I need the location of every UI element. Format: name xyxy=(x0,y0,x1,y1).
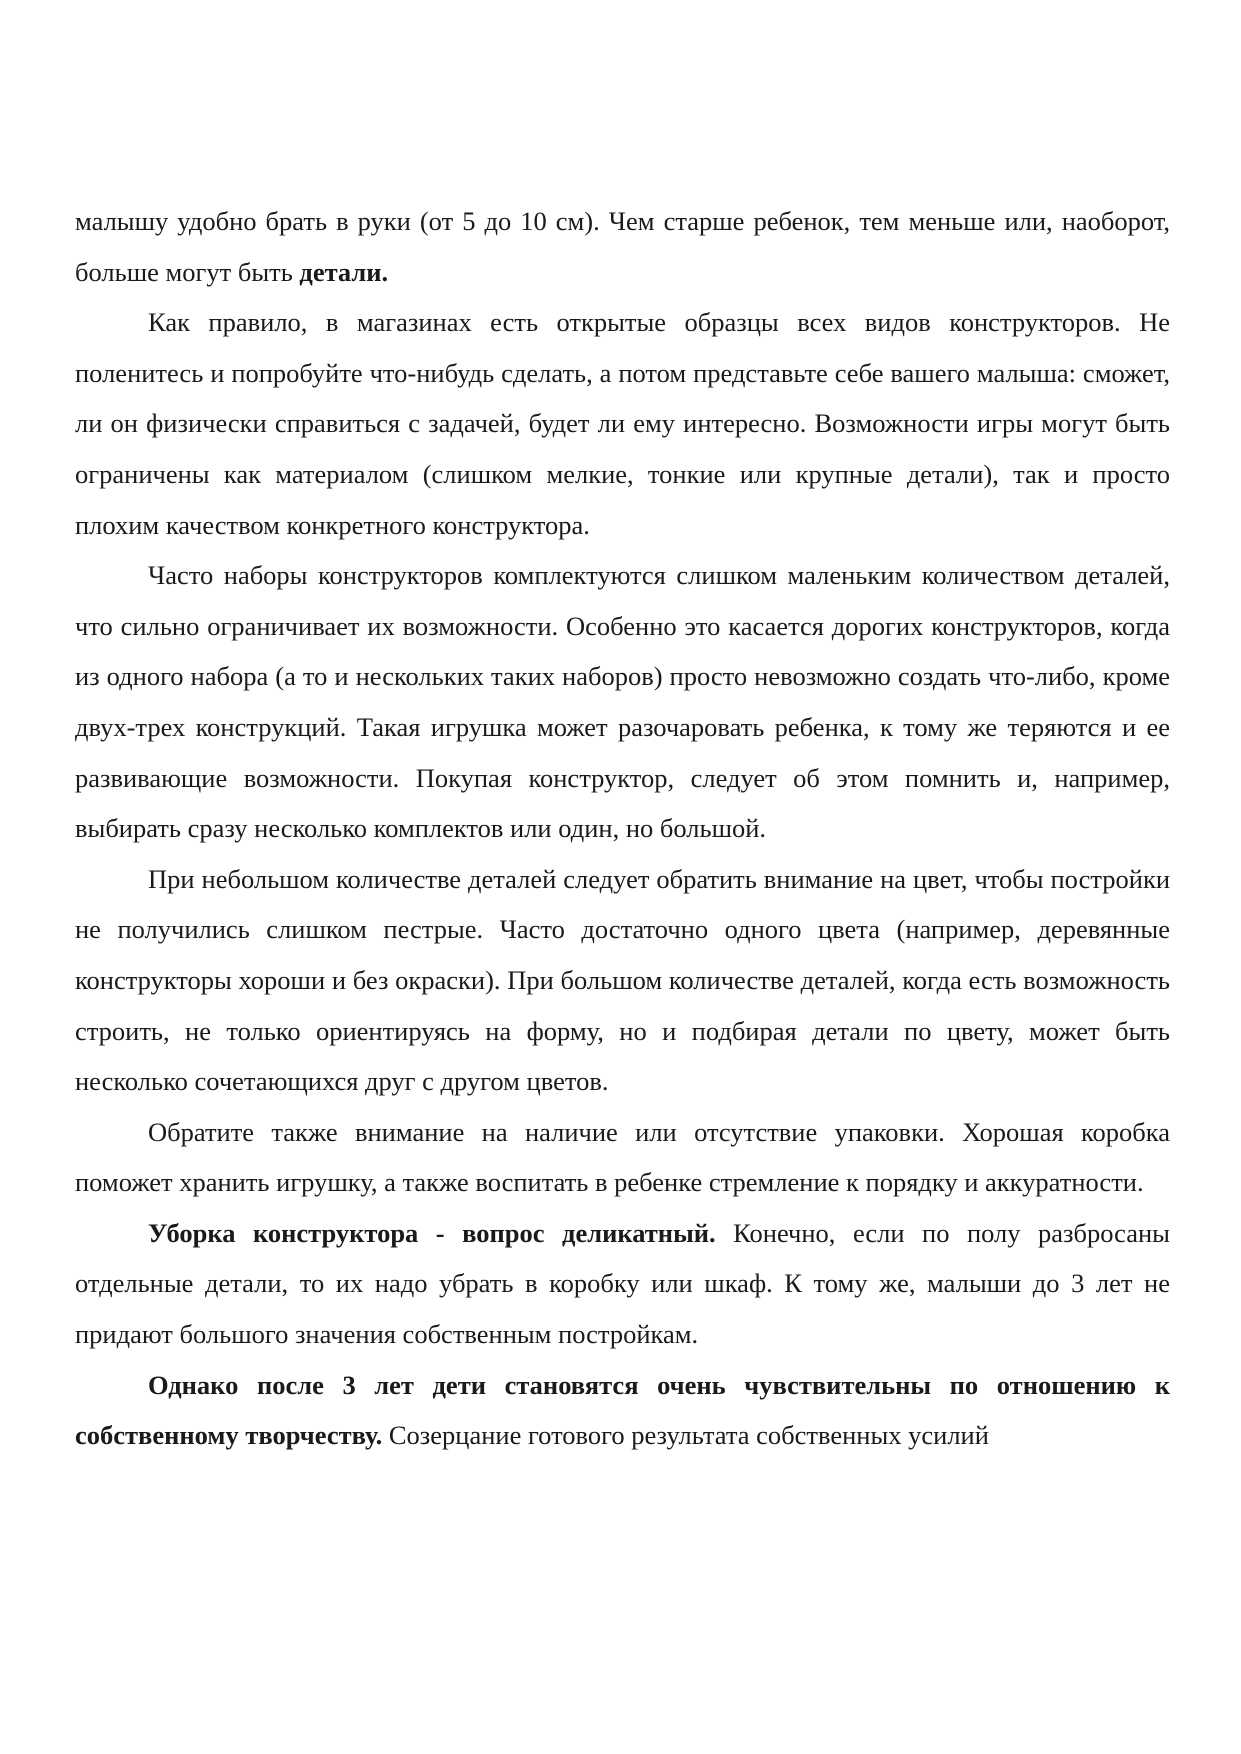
paragraph-construction-samples xyxy=(75,297,1170,550)
paragraph-bold-lead: Уборка конструктора - вопрос деликатный. xyxy=(148,1217,716,1248)
paragraph-set-size xyxy=(75,550,1170,854)
paragraph-text: При небольшом количестве деталей следует обратить внимание на цвет, чтобы постройки не получились слишком пестрые. Часто достаточно одного цвета (например, деревянные конструкторы хороши и без окраски). При большом количестве деталей, когда есть возможность строить, не только ориентируясь на форму, но и подбирая детали по цвету, может быть несколько сочетающихся друг с другом цветов. xyxy=(75,863,1170,1097)
paragraph-bold-lead: Однако после 3 лет дети становятся очень чувствительны по отношению к собственному творчеству. xyxy=(75,1369,1170,1451)
paragraph-text: Часто наборы конструкторов комплектуются слишком маленьким количеством деталей, что сильно ограничивает их возможности. Особенно это касается дорогих конструкторов, когда из одного набора (а то и нескольких таких наборов) просто невозможно создать что-либо, кроме двух-трех конструкций. Такая игрушка может разочаровать ребенка, к тому же теряются и ее развивающие возможности. Покупая конструктор, следует об этом помнить и, например, выбирать сразу несколько комплектов или один, но большой. xyxy=(75,560,1170,844)
paragraph-color xyxy=(75,854,1170,1107)
paragraph-text: Как правило, в магазинах есть открытые образцы всех видов конструкторов. Не поленитесь и попробуйте что-нибудь сделать, а потом представьте себе вашего малыша: сможет, ли он физически справиться с задачей, будет ли ему интересно. Возможности игры могут быть ограничены как материалом (слишком мелкие, тонкие или крупные детали), так и просто плохим качеством конкретного конструктора. xyxy=(75,307,1170,540)
paragraph-text: Обратите также внимание на наличие или отсутствие упаковки. Хорошая коробка поможет хранить игрушку, а также воспитать в ребенке стремление к порядку и аккуратности. xyxy=(75,1116,1170,1198)
paragraph-cleanup xyxy=(75,1208,1170,1360)
paragraph-packaging xyxy=(75,1107,1170,1208)
paragraph-after-three-years xyxy=(75,1360,1170,1461)
paragraph-bold-tail: детали. xyxy=(299,256,389,287)
paragraph-text: Конечно, если по полу разбросаны отдельные детали, то их надо убрать в коробку или шкаф. К тому же, малыши до 3 лет не придают большого значения собственным постройкам. xyxy=(75,1217,1170,1350)
paragraph-continuation xyxy=(75,196,1170,297)
document-body xyxy=(75,196,1170,1461)
paragraph-text: Созерцание готового результата собственных усилий xyxy=(382,1420,989,1451)
paragraph-text: малышу удобно брать в руки (от 5 до 10 см). Чем старше ребенок, тем меньше или, наоборот, больше могут быть xyxy=(75,206,1170,287)
